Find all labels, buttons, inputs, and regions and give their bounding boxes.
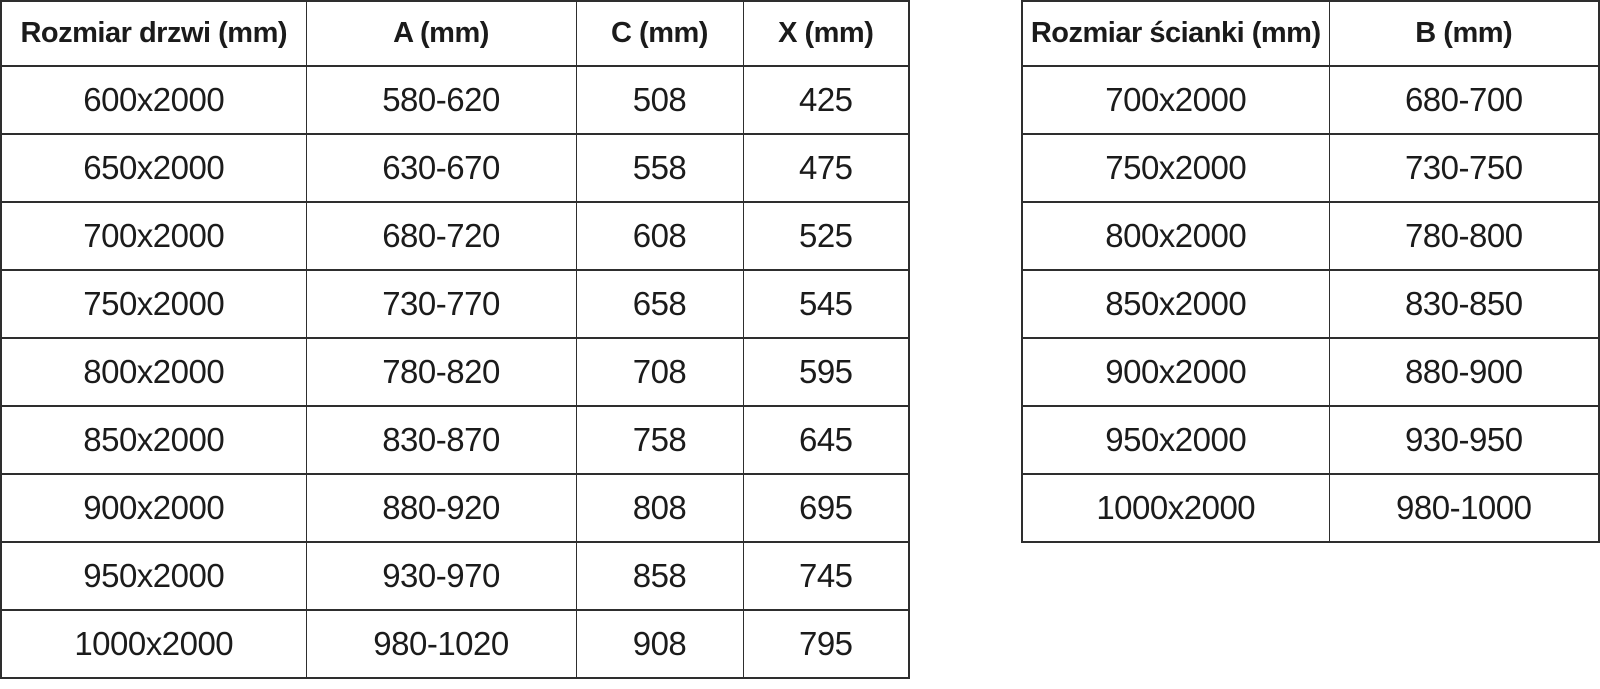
table-cell-size: 850x2000 xyxy=(1,406,306,474)
table-cell-c: 808 xyxy=(576,474,743,542)
table-row xyxy=(1022,202,1599,270)
table-cell-b: 980-1000 xyxy=(1329,474,1599,542)
wall-table-header-row xyxy=(1022,1,1599,66)
table-row xyxy=(1,338,909,406)
table-row xyxy=(1,202,909,270)
table-row xyxy=(1022,270,1599,338)
table-cell-a: 930-970 xyxy=(306,542,576,610)
table-cell-x: 595 xyxy=(743,338,909,406)
table-cell-size: 1000x2000 xyxy=(1,610,306,678)
table-cell-c: 658 xyxy=(576,270,743,338)
table-cell-b: 880-900 xyxy=(1329,338,1599,406)
table-cell-a: 880-920 xyxy=(306,474,576,542)
table-cell-c: 708 xyxy=(576,338,743,406)
table-cell-size: 950x2000 xyxy=(1022,406,1329,474)
table-cell-size: 750x2000 xyxy=(1,270,306,338)
table-cell-a: 830-870 xyxy=(306,406,576,474)
table-cell-size: 1000x2000 xyxy=(1022,474,1329,542)
table-cell-size: 600x2000 xyxy=(1,66,306,134)
door-table-header-row xyxy=(1,1,909,66)
table-cell-c: 608 xyxy=(576,202,743,270)
table-cell-x: 525 xyxy=(743,202,909,270)
table-cell-a: 680-720 xyxy=(306,202,576,270)
table-cell-b: 930-950 xyxy=(1329,406,1599,474)
table-row xyxy=(1022,134,1599,202)
table-cell-b: 780-800 xyxy=(1329,202,1599,270)
table-cell-size: 650x2000 xyxy=(1,134,306,202)
table-cell-c: 558 xyxy=(576,134,743,202)
door-table-header-size: Rozmiar drzwi (mm) xyxy=(1,1,306,66)
wall-size-table xyxy=(1021,0,1600,543)
table-row xyxy=(1,610,909,678)
table-cell-b: 680-700 xyxy=(1329,66,1599,134)
table-row xyxy=(1,134,909,202)
table-cell-c: 858 xyxy=(576,542,743,610)
table-row xyxy=(1,406,909,474)
table-cell-size: 750x2000 xyxy=(1022,134,1329,202)
table-row xyxy=(1,542,909,610)
wall-table-header-b: B (mm) xyxy=(1329,1,1599,66)
table-cell-size: 850x2000 xyxy=(1022,270,1329,338)
table-cell-x: 425 xyxy=(743,66,909,134)
table-row xyxy=(1022,474,1599,542)
door-table-header-a: A (mm) xyxy=(306,1,576,66)
wall-table-header-size: Rozmiar ścianki (mm) xyxy=(1022,1,1329,66)
table-row xyxy=(1,270,909,338)
table-row xyxy=(1022,66,1599,134)
table-cell-size: 700x2000 xyxy=(1,202,306,270)
table-cell-size: 700x2000 xyxy=(1022,66,1329,134)
table-row xyxy=(1,66,909,134)
table-cell-size: 800x2000 xyxy=(1022,202,1329,270)
table-cell-size: 900x2000 xyxy=(1,474,306,542)
table-cell-c: 758 xyxy=(576,406,743,474)
table-cell-size: 950x2000 xyxy=(1,542,306,610)
table-row xyxy=(1022,338,1599,406)
table-cell-a: 580-620 xyxy=(306,66,576,134)
table-cell-x: 745 xyxy=(743,542,909,610)
table-cell-c: 508 xyxy=(576,66,743,134)
table-row xyxy=(1,474,909,542)
table-cell-x: 475 xyxy=(743,134,909,202)
door-table-header-x: X (mm) xyxy=(743,1,909,66)
table-cell-size: 900x2000 xyxy=(1022,338,1329,406)
table-cell-a: 980-1020 xyxy=(306,610,576,678)
table-cell-size: 800x2000 xyxy=(1,338,306,406)
table-cell-x: 545 xyxy=(743,270,909,338)
door-table-header-c: C (mm) xyxy=(576,1,743,66)
table-cell-a: 630-670 xyxy=(306,134,576,202)
table-cell-a: 730-770 xyxy=(306,270,576,338)
table-cell-x: 645 xyxy=(743,406,909,474)
table-cell-x: 795 xyxy=(743,610,909,678)
table-cell-a: 780-820 xyxy=(306,338,576,406)
table-cell-c: 908 xyxy=(576,610,743,678)
table-cell-b: 830-850 xyxy=(1329,270,1599,338)
table-cell-b: 730-750 xyxy=(1329,134,1599,202)
table-row xyxy=(1022,406,1599,474)
table-cell-x: 695 xyxy=(743,474,909,542)
